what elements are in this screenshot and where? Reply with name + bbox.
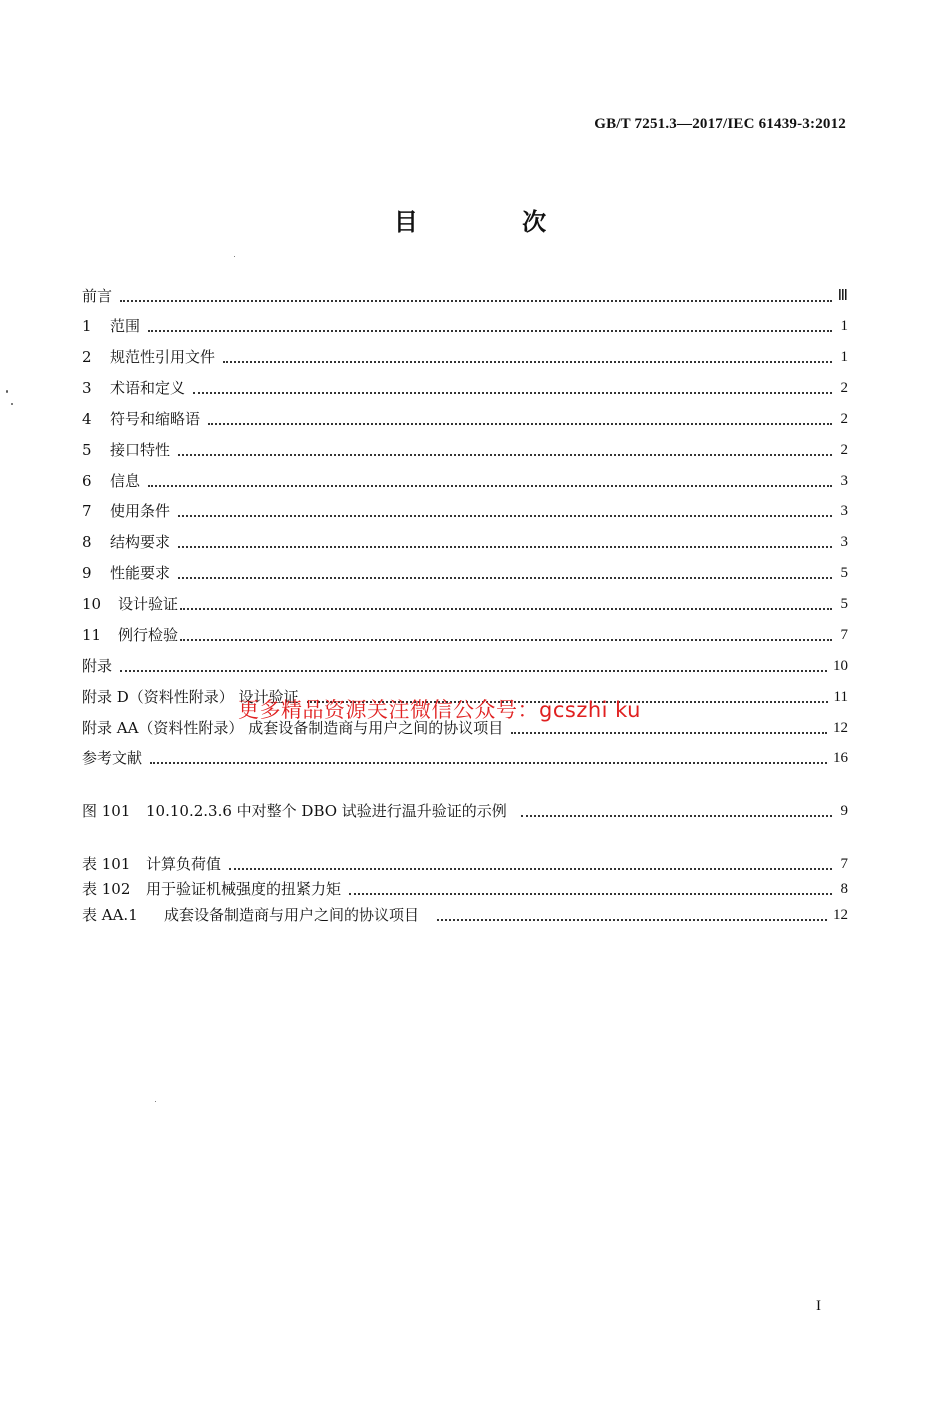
toc-figure-101[interactable] xyxy=(82,800,848,822)
toc-table-page: 7 xyxy=(840,856,848,872)
page-number: I xyxy=(816,1298,821,1314)
toc-entry-foreword[interactable] xyxy=(82,285,848,307)
toc-entry-page: 2 xyxy=(840,411,848,427)
toc-entry-label: 例行检验 xyxy=(118,626,179,644)
leader-dots xyxy=(511,731,827,734)
watermark-text: 更多精品资源关注微信公众号：gcszhi ku xyxy=(238,698,641,722)
toc-entry-7[interactable] xyxy=(82,500,848,522)
toc-table-label: 计算负荷值 xyxy=(146,855,222,873)
toc-entry-number: 7 xyxy=(82,502,92,520)
toc-entry-page: 5 xyxy=(840,596,848,612)
toc-entry-number: 3 xyxy=(82,379,92,397)
scan-speck xyxy=(6,390,8,393)
leader-dots xyxy=(178,453,832,456)
toc-entry-label: 参考文献 xyxy=(82,749,143,767)
toc-entry-label: 信息 xyxy=(110,472,141,490)
toc-entry-number: 5 xyxy=(82,441,92,459)
leader-dots xyxy=(229,867,832,870)
toc-entry-number: 1 xyxy=(82,317,92,335)
leader-dots xyxy=(349,892,832,895)
leader-dots xyxy=(148,484,832,487)
toc-table-aa1[interactable] xyxy=(82,904,848,926)
toc-table-label: 用于验证机械强度的扭紧力矩 xyxy=(146,880,342,898)
scan-speck xyxy=(155,1101,156,1102)
toc-entry-8[interactable] xyxy=(82,531,848,553)
leader-dots xyxy=(180,638,832,641)
toc-entry-4[interactable] xyxy=(82,408,848,430)
toc-entry-6[interactable] xyxy=(82,470,848,492)
toc-entry-label: 结构要求 xyxy=(110,533,171,551)
toc-entry-label: 设计验证 xyxy=(118,595,179,613)
toc-entry-9[interactable] xyxy=(82,562,848,584)
toc-entry-label: 前言 xyxy=(82,287,113,305)
leader-dots xyxy=(120,299,832,302)
toc-entry-label: 性能要求 xyxy=(110,564,171,582)
toc-table-label: 成套设备制造商与用户之间的协议项目 xyxy=(164,906,420,924)
toc-entry-10[interactable] xyxy=(82,593,848,615)
toc-entry-11[interactable] xyxy=(82,624,848,646)
toc-figure-number: 图 101 xyxy=(82,802,131,820)
leader-dots xyxy=(120,669,827,672)
toc-table-number: 表 102 xyxy=(82,880,131,898)
toc-entry-page: 12 xyxy=(833,720,848,736)
leader-dots xyxy=(180,607,832,610)
toc-figure-label: 10.10.2.3.6 中对整个 DBO 试验进行温升验证的示例 xyxy=(146,802,507,820)
toc-entry-page: 3 xyxy=(840,534,848,550)
toc-entry-page: 1 xyxy=(840,349,848,365)
toc-entry-label: 范围 xyxy=(110,317,141,335)
toc-entry-number: 9 xyxy=(82,564,92,582)
toc-entry-label: 术语和定义 xyxy=(110,379,186,397)
toc-entry-number: 8 xyxy=(82,533,92,551)
toc-entry-label: 附录 AA（资料性附录） 成套设备制造商与用户之间的协议项目 xyxy=(82,719,504,737)
leader-dots xyxy=(208,422,832,425)
toc-table-page: 12 xyxy=(833,907,848,923)
leader-dots xyxy=(437,918,827,921)
toc-figure-page: 9 xyxy=(840,803,848,819)
toc-entry-page: 10 xyxy=(833,658,848,674)
leader-dots xyxy=(148,329,832,332)
toc-table-number: 表 AA.1 xyxy=(82,906,138,924)
toc-table-page: 8 xyxy=(840,881,848,897)
toc-entry-number: 10 xyxy=(82,595,102,613)
toc-entry-page: 3 xyxy=(840,503,848,519)
leader-dots xyxy=(223,360,832,363)
leader-dots xyxy=(150,761,827,764)
toc-entry-2[interactable] xyxy=(82,346,848,368)
toc-table-102[interactable] xyxy=(82,878,848,900)
toc-entry-page: 3 xyxy=(840,473,848,489)
toc-entry-page: 2 xyxy=(840,380,848,396)
scan-speck xyxy=(234,256,235,257)
toc-entry-page: 5 xyxy=(840,565,848,581)
toc-entry-number: 4 xyxy=(82,410,92,428)
toc-entry-page: 2 xyxy=(840,442,848,458)
leader-dots xyxy=(178,576,832,579)
toc-entry-1[interactable] xyxy=(82,315,848,337)
toc-entry-label: 附录 D（资料性附录） 设计验证 xyxy=(82,688,299,706)
toc-entry-page: 16 xyxy=(833,750,848,766)
toc-entry-page: Ⅲ xyxy=(837,288,848,304)
toc-entry-page: 1 xyxy=(840,318,848,334)
toc-table-101[interactable] xyxy=(82,853,848,875)
toc-entry-page: 7 xyxy=(840,627,848,643)
toc-entry-5[interactable] xyxy=(82,439,848,461)
scan-speck xyxy=(11,403,13,405)
toc-entry-page: 11 xyxy=(833,689,848,705)
toc-entry-number: 6 xyxy=(82,472,92,490)
toc-entry-annexes[interactable] xyxy=(82,655,848,677)
toc-table-number: 表 101 xyxy=(82,855,131,873)
toc-entry-number: 2 xyxy=(82,348,92,366)
toc-entry-label: 符号和缩略语 xyxy=(110,410,201,428)
toc-entry-label: 附录 xyxy=(82,657,113,675)
leader-dots xyxy=(178,514,832,517)
toc-entry-label: 接口特性 xyxy=(110,441,171,459)
leader-dots xyxy=(193,391,832,394)
standard-code: GB/T 7251.3—2017/IEC 61439-3:2012 xyxy=(594,116,846,132)
leader-dots xyxy=(178,545,832,548)
toc-entry-3[interactable] xyxy=(82,377,848,399)
leader-dots xyxy=(521,814,832,817)
page-title: 目 次 xyxy=(393,208,595,236)
toc-entry-number: 11 xyxy=(82,626,102,644)
toc-entry-bibliography[interactable] xyxy=(82,747,848,769)
toc-entry-label: 规范性引用文件 xyxy=(110,348,216,366)
toc-entry-label: 使用条件 xyxy=(110,502,171,520)
